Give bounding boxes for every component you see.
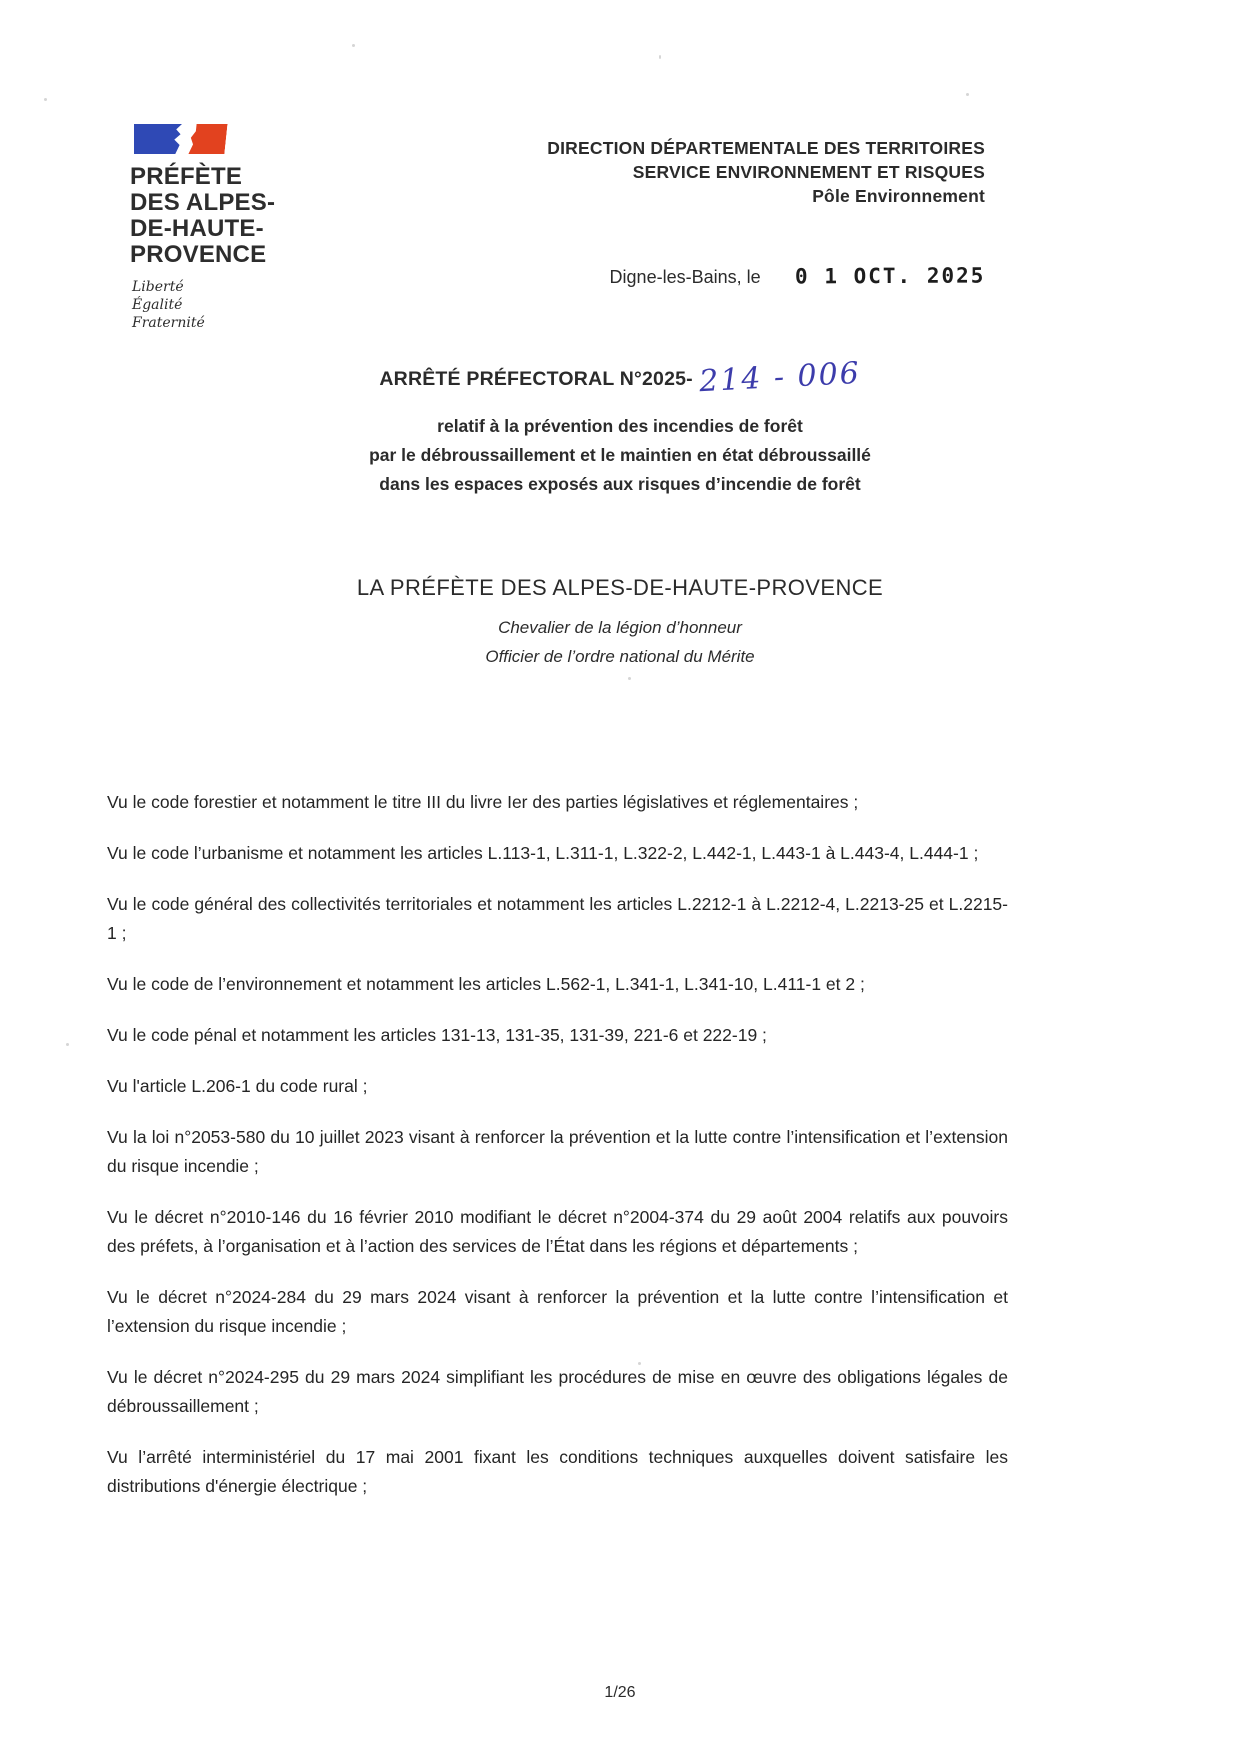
authority-title-line: Officier de l’ordre national du Mérite <box>485 647 755 666</box>
motto-line: Fraternité <box>132 315 205 331</box>
prefecture-name-line: PRÉFÈTE <box>130 163 243 190</box>
decree-subtitle-line: par le débroussaillement et le maintien en état débroussaillé <box>369 445 871 465</box>
prefecture-name <box>130 164 390 268</box>
authority-block <box>0 575 1240 671</box>
vu-paragraph: Vu le décret n°2024-295 du 29 mars 2024 simplifiant les procédures de mise en œuvre des obligations légales de débroussaillement ; <box>107 1367 1008 1416</box>
motto-line: Égalité <box>132 297 183 313</box>
scan-speck <box>628 677 631 680</box>
department-header-line: DIRECTION DÉPARTEMENTALE DES TERRITOIRES <box>547 138 985 158</box>
vu-paragraph: Vu le décret n°2024-284 du 29 mars 2024 visant à renforcer la prévention et la lutte contre l’intensification et l’extension du risque incendie ; <box>107 1287 1008 1336</box>
date-stamp: 0 1 OCT. 2025 <box>794 263 986 289</box>
decree-subtitle <box>0 412 1240 499</box>
place-label: Digne-les-Bains, le <box>609 267 761 287</box>
scan-speck <box>966 93 969 96</box>
vu-paragraph: Vu l'article L.206-1 du code rural ; <box>107 1076 368 1096</box>
scan-speck <box>66 1043 69 1046</box>
vu-paragraph: Vu l’arrêté interministériel du 17 mai 2001 fixant les conditions techniques auxquelles doivent satisfaire les distributions d'énergie électrique ; <box>107 1447 1008 1496</box>
decree-subtitle-line: dans les espaces exposés aux risques d’incendie de forêt <box>379 474 861 494</box>
motto-line: Liberté <box>132 279 184 295</box>
flag-red-stripe <box>188 124 227 154</box>
vu-paragraph: Vu le décret n°2010-146 du 16 février 2010 modifiant le décret n°2004-374 du 29 août 2004 relatifs aux pouvoirs des préfets, à l’organisation et à l’action des services de l’État dans les régions et départements ; <box>107 1207 1008 1256</box>
scan-speck <box>638 1362 641 1365</box>
department-header-line: SERVICE ENVIRONNEMENT ET RISQUES <box>632 162 985 182</box>
vu-paragraph: Vu le code l’urbanisme et notamment les articles L.113-1, L.311-1, L.322-2, L.442-1, L.443-1 à L.443-4, L.444-1 ; <box>107 843 979 863</box>
prefecture-name-line: PROVENCE <box>130 241 267 268</box>
decree-body <box>107 788 1008 1523</box>
decree-title <box>0 355 1240 400</box>
vu-paragraph: Vu le code pénal et notamment les articles 131-13, 131-35, 131-39, 221-6 et 222-19 ; <box>107 1025 767 1045</box>
decree-title-printed: ARRÊTÉ PRÉFECTORAL N°2025- <box>379 368 693 390</box>
scan-speck <box>44 98 47 101</box>
scan-speck <box>659 55 661 59</box>
department-header-line: Pôle Environnement <box>812 186 985 206</box>
vu-paragraph: Vu la loi n°2053-580 du 10 juillet 2023 visant à renforcer la prévention et la lutte contre l’intensification et l’extension du risque incendie ; <box>107 1127 1008 1176</box>
page-number: 1/26 <box>604 1684 636 1701</box>
vu-paragraph: Vu le code de l’environnement et notamment les articles L.562-1, L.341-1, L.341-10, L.411-1 et 2 ; <box>107 974 865 994</box>
authority-titles <box>0 613 1240 671</box>
prefecture-name-line: DES ALPES- <box>130 189 276 216</box>
dateline <box>610 264 985 288</box>
flag-blue-stripe <box>134 124 182 154</box>
scan-speck <box>352 44 355 47</box>
decree-number-handwritten: 214 - 006 <box>698 355 862 400</box>
vu-paragraph: Vu le code forestier et notamment le titre III du livre Ier des parties législatives et réglementaires ; <box>107 792 859 812</box>
decree-subtitle-line: relatif à la prévention des incendies de forêt <box>437 416 803 436</box>
prefecture-name-line: DE-HAUTE- <box>130 215 264 242</box>
department-header <box>547 136 985 208</box>
authority-name: LA PRÉFÈTE DES ALPES-DE-HAUTE-PROVENCE <box>356 575 884 600</box>
government-logo-block <box>130 122 390 332</box>
republic-motto <box>132 278 390 332</box>
french-flag-marianne-icon <box>134 122 226 156</box>
vu-paragraph: Vu le code général des collectivités territoriales et notamment les articles L.2212-1 à L.2212-4, L.2213-25 et L.2215-1 ; <box>107 894 1008 943</box>
authority-title-line: Chevalier de la légion d’honneur <box>498 618 742 637</box>
